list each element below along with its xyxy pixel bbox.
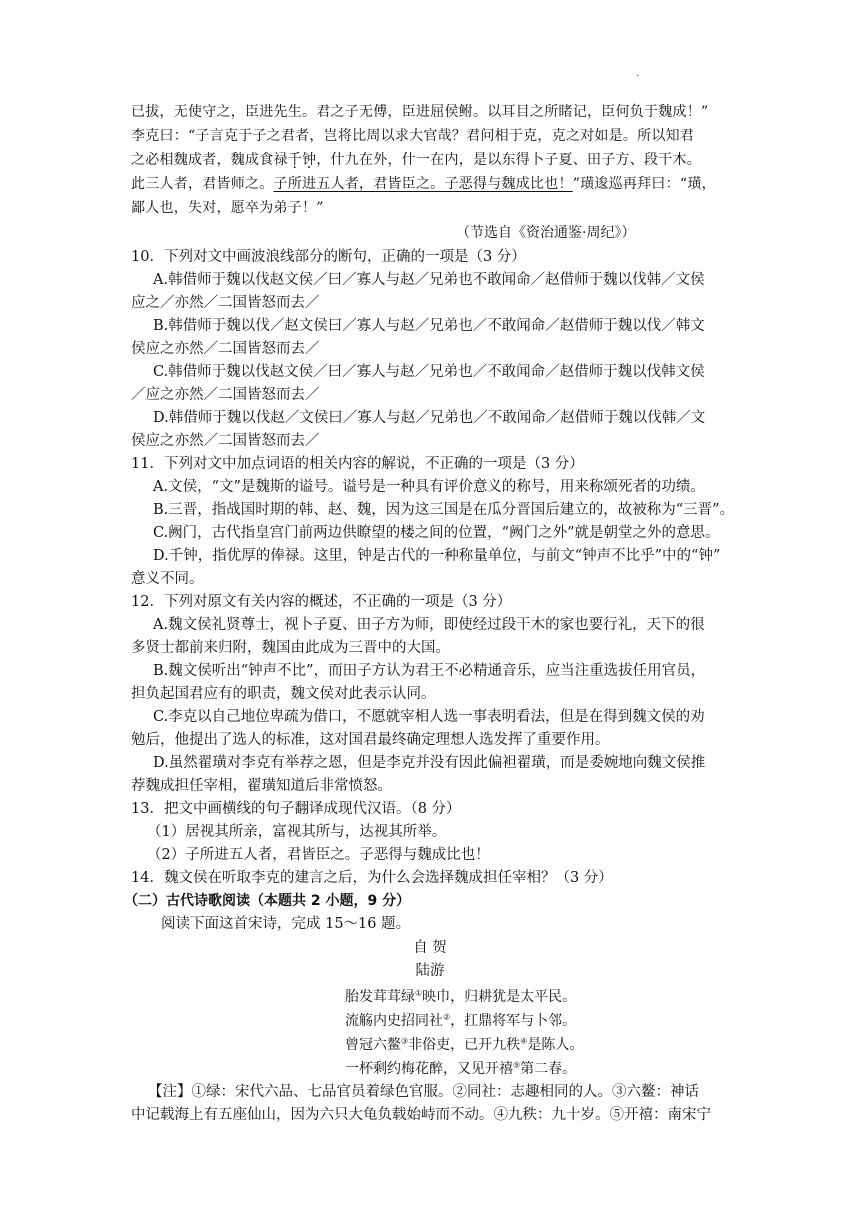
option-b-cont: 担负起国君应有的职责，魏文侯对此表示认同。 xyxy=(131,686,436,702)
passage-line xyxy=(131,173,716,195)
option-b: B.魏文侯听出“钟声不比”，而田子方认为君王不必精通音乐，应当注重选拔任用官员， xyxy=(153,663,706,679)
page-mark: . xyxy=(636,68,640,79)
passage-text: 此三人者，君皆师之。 xyxy=(131,176,274,192)
note-ref: ④ xyxy=(520,1036,528,1046)
option-c: C.韩借师于魏以伐赵文侯／曰／寡人与赵／兄弟也／不敢闻命／赵借师于魏以伐韩文侯 xyxy=(153,364,705,380)
sentence-2: （2）子所进五人者，君皆臣之。子恶得与魏成比也！ xyxy=(147,847,490,863)
emphasis-char: 钟 xyxy=(302,152,317,168)
note-ref: ⑤ xyxy=(513,1060,521,1070)
option-a-cont: 应之／亦然／二国皆怒而去／ xyxy=(131,295,320,311)
option-d: D.千钟，指优厚的俸禄。这里，钟是古代的一种称量单位，与前文“钟声不比乎”中的“钟” xyxy=(153,548,721,564)
poem-text: 映巾，归耕犹是太平民。 xyxy=(422,989,577,1005)
passage-line xyxy=(131,149,701,171)
passage-text: ，什九在外，什一在内，是以东得卜子夏、田子方、段干木。 xyxy=(316,152,701,168)
option-d-cont: 荐魏成担任宰相，翟璜知道后非常愤怒。 xyxy=(131,778,392,794)
question-10-stem: 10．下列对文中画波浪线部分的断句，正确的一项是（3 分） xyxy=(131,249,526,265)
poem-notes: 【注】①绿：宋代六品、七品官员着绿色官服。②同社：志趣相同的人。③六鳌：神话 xyxy=(148,1084,699,1100)
note-ref: ② xyxy=(443,1012,451,1022)
note-ref: ③ xyxy=(401,1036,409,1046)
poem-text: 一杯剩约梅花醉，又见开禧 xyxy=(345,1061,513,1077)
section-intro: 阅读下面这首宋诗，完成 15～16 题。 xyxy=(161,916,411,932)
poem-text: 胎发茸茸绿 xyxy=(345,989,415,1005)
poem-line xyxy=(345,986,576,1008)
option-d: D.虽然翟璜对李克有举荐之恩，但是李克并没有因此偏袒翟璜，而是委婉地向魏文侯推 xyxy=(153,755,706,771)
option-c: C.阙门，古代指皇宫门前两边供瞭望的楼之间的位置，“阙门之外”就是朝堂之外的意思。 xyxy=(153,525,720,541)
poem-line xyxy=(345,1010,576,1032)
passage-text: ”璜逡巡再拜曰：“璜， xyxy=(572,176,716,192)
poem-text: 第二春。 xyxy=(520,1061,577,1077)
section-heading: （二）古代诗歌阅读（本题共 2 小题，9 分） xyxy=(124,893,411,909)
poem-text: 曾冠六鳌 xyxy=(345,1037,401,1053)
option-d: D.韩借师于魏以伐赵／文侯曰／寡人与赵／兄弟也／不敢闻命／赵借师于魏以伐韩／文 xyxy=(153,410,706,426)
option-a: A.文侯，“文”是魏斯的谥号。谥号是一种具有评价意义的称号，用来称颂死者的功绩。 xyxy=(153,479,705,495)
question-14-stem: 14．魏文侯在听取李克的建言之后，为什么会选择魏成担任宰相？（3 分） xyxy=(131,870,613,886)
option-b: B.韩借师于魏以伐／赵文侯曰／寡人与赵／兄弟也／不敢闻命／赵借师于魏以伐／韩文 xyxy=(153,318,705,334)
poem-text: 是陈人。 xyxy=(527,1037,584,1053)
poem-text: ，扛鼎将军与卜邻。 xyxy=(450,1013,577,1029)
option-b-cont: 侯应之亦然／二国皆怒而去／ xyxy=(131,341,320,357)
underlined-sentence: 子所进五人者，君皆臣之。子恶得与魏成比也！ xyxy=(273,176,573,192)
question-13-stem: 13．把文中画横线的句子翻译成现代汉语。（8 分） xyxy=(131,801,461,817)
passage-line: 鄙人也，失对，愿卒为弟子！” xyxy=(131,200,324,216)
option-b: B.三晋，指战国时期的韩、赵、魏，因为这三国是在瓜分晋国后建立的，故被称为“三晋”。 xyxy=(153,502,735,518)
option-c-cont: ／应之亦然／二国皆怒而去／ xyxy=(131,387,320,403)
option-d-cont: 侯应之亦然／二国皆怒而去／ xyxy=(131,433,320,449)
passage-line: 李克曰：“子言克于子之君者，岂将比周以求大官哉？君问相于克，克之对如是。所以知君 xyxy=(131,128,695,144)
poem-notes-cont: 中记载海上有五座仙山，因为六只大龟负载始峙而不动。④九秩：九十岁。⑤开禧：南宋宁 xyxy=(131,1107,711,1123)
option-a: A.韩借师于魏以伐赵文侯／曰／寡人与赵／兄弟也不敢闻命／赵借师于魏以伐韩／文侯 xyxy=(153,272,705,288)
poem-title: 自 贺 xyxy=(413,940,447,956)
emphasis-char: 千 xyxy=(287,152,302,168)
option-a-cont: 多贤士都前来归附，魏国由此成为三晋中的大国。 xyxy=(131,640,450,656)
note-ref: ① xyxy=(415,988,423,998)
question-12-stem: 12．下列对原文有关内容的概述，不正确的一项是（3 分） xyxy=(131,594,512,610)
poem-line xyxy=(345,1034,583,1056)
poem-text: 非俗吏，已开九秩 xyxy=(408,1037,521,1053)
option-c-cont: 勉后，他提出了选人的标准，这对国君最终确定理想人选发挥了重要作用。 xyxy=(131,732,610,748)
option-a: A.魏文侯礼贤尊士，视卜子夏、田子方为师，即使经过段干木的家也要行礼，天下的很 xyxy=(153,617,705,633)
poem-author: 陆游 xyxy=(415,963,445,979)
poem-text: 流觞内史招同社 xyxy=(345,1013,443,1029)
option-d-cont: 意义不同。 xyxy=(131,571,204,587)
passage-line: 已拔，无使守之，臣进先生。君之子无傅，臣进屈侯鲋。以耳目之所睹记，臣何负于魏成！” xyxy=(131,104,709,120)
question-11-stem: 11．下列对文中加点词语的相关内容的解说，不正确的一项是（3 分） xyxy=(131,456,584,472)
poem-line xyxy=(345,1058,576,1080)
passage-text: 之必相魏成者，魏成食禄 xyxy=(131,152,288,168)
passage-source: （节选自《资治通鉴·周纪》） xyxy=(456,225,636,241)
sentence-1: （1）居视其所亲，富视其所与，达视其所举。 xyxy=(147,824,447,840)
option-c: C.李克以自己地位卑疏为借口，不愿就宰相人选一事表明看法，但是在得到魏文侯的劝 xyxy=(153,709,705,725)
